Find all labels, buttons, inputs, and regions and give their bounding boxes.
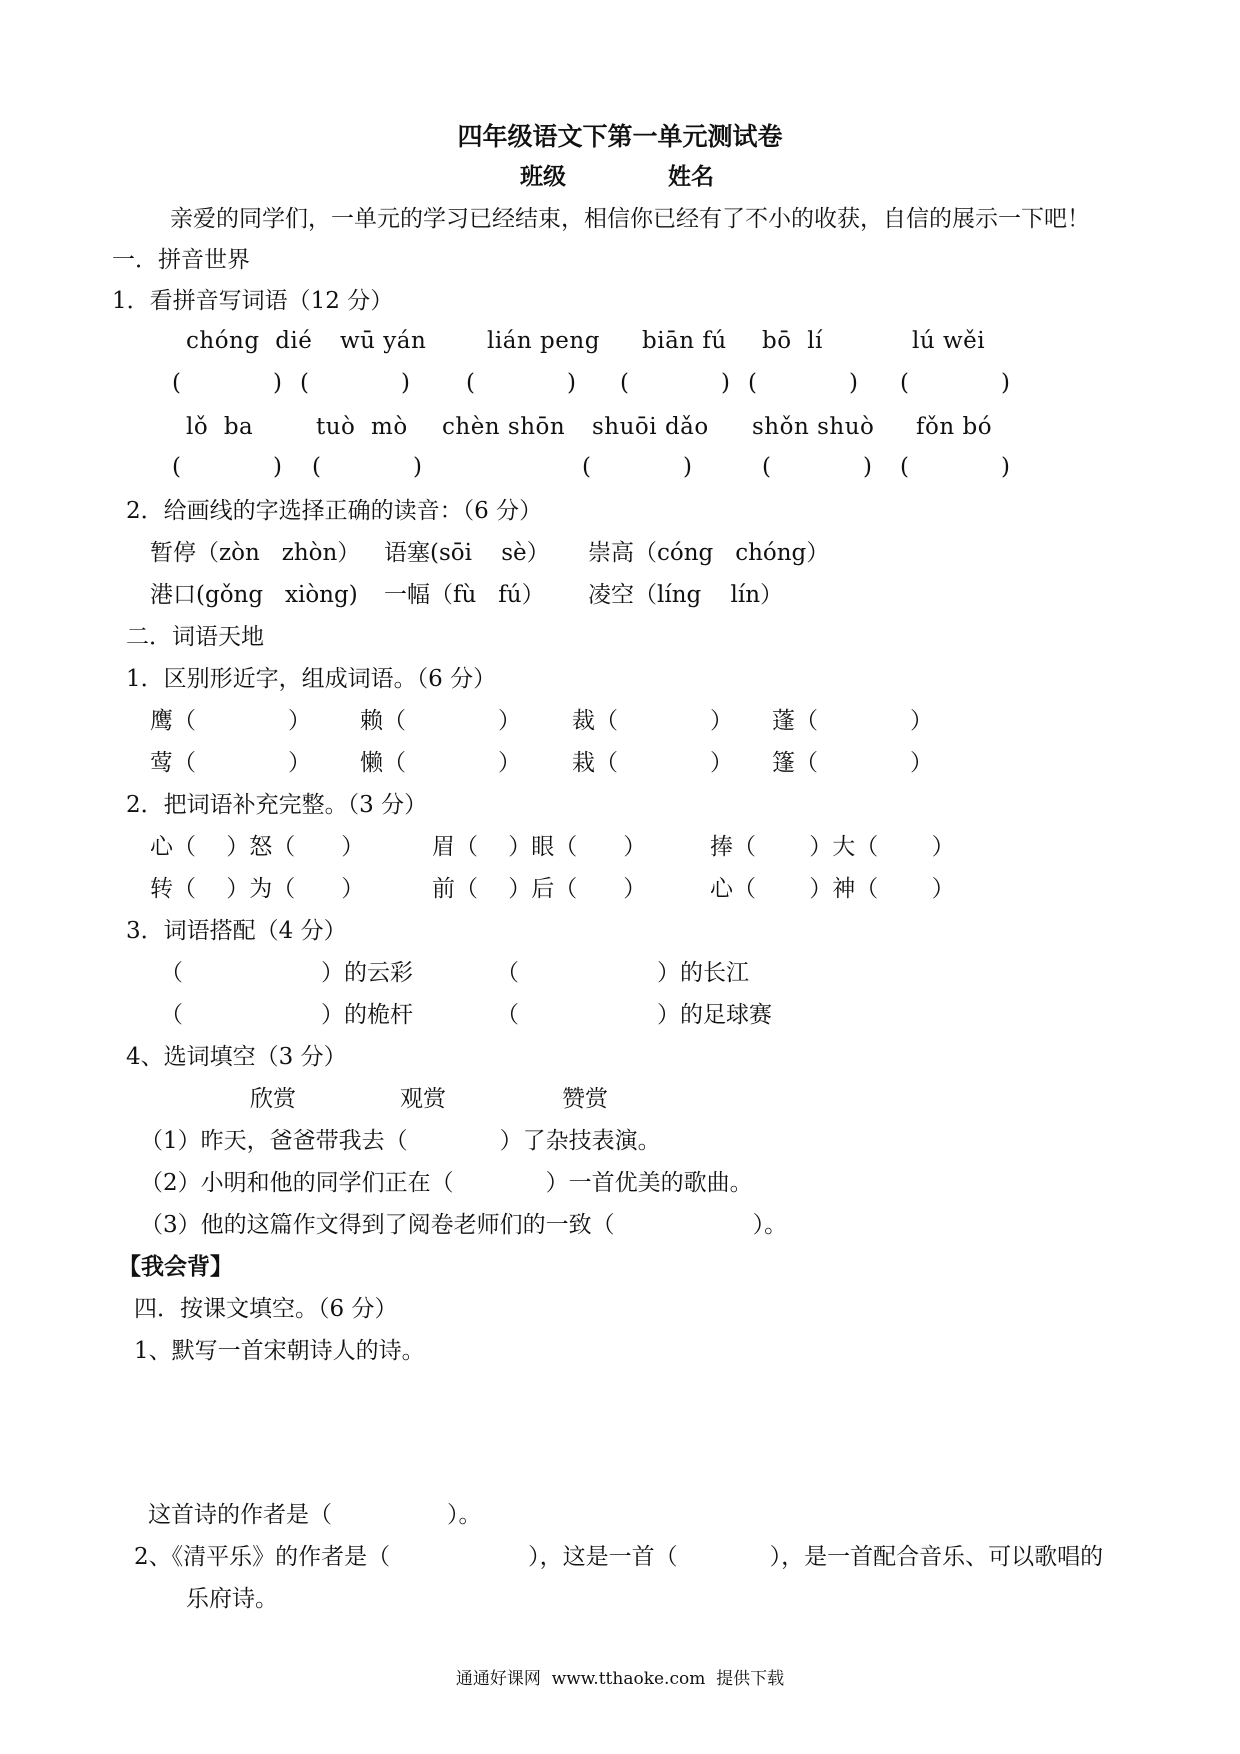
reading-choice[interactable]: 凌空（líng lín） bbox=[588, 582, 784, 608]
fill-sentence[interactable]: 2、《清平乐》的作者是（ ），这是一首（ ），是一首配合音乐、可以歌唱的 bbox=[134, 1544, 1104, 1570]
class-label: 班级 bbox=[520, 163, 566, 190]
fill-item[interactable]: 蓬（ ） bbox=[772, 708, 933, 734]
fill-item[interactable]: 眉（ ）眼（ ） bbox=[432, 834, 647, 860]
fill-item[interactable]: 鹰（ ） bbox=[150, 708, 311, 734]
fill-item[interactable]: （ ）的云彩 bbox=[160, 960, 413, 986]
fill-item[interactable]: （ ）的桅杆 bbox=[160, 1002, 413, 1028]
fill-item[interactable]: 前（ ）后（ ） bbox=[432, 876, 647, 902]
question-title: 4、选词填空（3 分） bbox=[126, 1044, 347, 1070]
fill-item[interactable]: 心（ ）神（ ） bbox=[710, 876, 955, 902]
fill-item[interactable]: （ ）的足球赛 bbox=[496, 1002, 772, 1028]
name-label: 姓名 bbox=[668, 163, 714, 190]
section-heading-words: 二．词语天地 bbox=[126, 624, 264, 650]
recite-label: 【我会背】 bbox=[118, 1253, 233, 1280]
pinyin-item: shuōi dǎo bbox=[592, 414, 709, 440]
answer-blank[interactable]: ( ) bbox=[172, 370, 282, 396]
question-title: 1．区别形近字，组成词语。（6 分） bbox=[126, 666, 497, 692]
pinyin-item: wū yán bbox=[340, 328, 427, 354]
word-option: 观赏 bbox=[400, 1086, 446, 1112]
fill-item[interactable]: （ ）的长江 bbox=[496, 960, 749, 986]
fill-sentence[interactable]: （2）小明和他的同学们正在（ ）一首优美的歌曲。 bbox=[140, 1170, 753, 1196]
answer-blank[interactable]: ( ) bbox=[620, 370, 730, 396]
fill-sentence-continued: 乐府诗。 bbox=[186, 1586, 278, 1612]
pinyin-item: chèn shōn bbox=[442, 414, 566, 440]
fill-item[interactable]: 转（ ）为（ ） bbox=[150, 876, 365, 902]
answer-blank[interactable]: ( ) bbox=[466, 370, 576, 396]
fill-sentence[interactable]: （1）昨天，爸爸带我去（ ）了杂技表演。 bbox=[140, 1128, 661, 1154]
answer-blank[interactable]: ( ) bbox=[900, 454, 1010, 480]
question-title: 2．给画线的字选择正确的读音：（6 分） bbox=[126, 498, 543, 524]
answer-blank[interactable]: ( ) bbox=[748, 370, 858, 396]
answer-blank[interactable]: ( ) bbox=[762, 454, 872, 480]
fill-item[interactable]: 捧（ ）大（ ） bbox=[710, 834, 955, 860]
reading-choice[interactable]: 暂停（zòn zhòn） bbox=[150, 540, 361, 566]
answer-blank[interactable]: ( ) bbox=[312, 454, 422, 480]
footer-source: 通通好课网 www.tthaoke.com 提供下载 bbox=[455, 1669, 785, 1689]
reading-choice[interactable]: 语塞(sōi sè） bbox=[384, 540, 550, 566]
fill-item[interactable]: 栽（ ） bbox=[572, 750, 733, 776]
intro-text: 亲爱的同学们，一单元的学习已经结束，相信你已经有了不小的收获，自信的展示一下吧！ bbox=[170, 206, 1090, 232]
pinyin-item: fǒn bó bbox=[916, 414, 993, 440]
question-title: 3．词语搭配（4 分） bbox=[126, 918, 347, 944]
answer-blank[interactable]: ( ) bbox=[582, 454, 692, 480]
answer-blank[interactable]: ( ) bbox=[900, 370, 1010, 396]
fill-item[interactable]: 赖（ ） bbox=[360, 708, 521, 734]
fill-item[interactable]: 懒（ ） bbox=[360, 750, 521, 776]
pinyin-item: biān fú bbox=[642, 328, 727, 354]
answer-blank[interactable]: ( ) bbox=[172, 454, 282, 480]
page-title: 四年级语文下第一单元测试卷 bbox=[457, 122, 783, 151]
section-heading-recite: 四．按课文填空。（6 分） bbox=[134, 1296, 398, 1322]
question-title: 1、默写一首宋朝诗人的诗。 bbox=[134, 1338, 425, 1364]
pinyin-item: lián peng bbox=[487, 328, 600, 354]
reading-choice[interactable]: 崇高（cóng chóng） bbox=[588, 540, 830, 566]
question-title: 1．看拼音写词语（12 分） bbox=[112, 288, 394, 314]
word-option: 欣赏 bbox=[250, 1086, 296, 1112]
word-option: 赞赏 bbox=[562, 1086, 608, 1112]
section-heading-pinyin: 一．拼音世界 bbox=[112, 247, 250, 273]
fill-sentence[interactable]: （3）他的这篇作文得到了阅卷老师们的一致（ ）。 bbox=[140, 1212, 788, 1238]
answer-blank[interactable]: ( ) bbox=[300, 370, 410, 396]
fill-item[interactable]: 裁（ ） bbox=[572, 708, 733, 734]
pinyin-item: tuò mò bbox=[316, 414, 408, 440]
fill-item[interactable]: 篷（ ） bbox=[772, 750, 933, 776]
question-title: 2．把词语补充完整。（3 分） bbox=[126, 792, 428, 818]
pinyin-item: bō lí bbox=[762, 328, 823, 354]
fill-item[interactable]: 莺（ ） bbox=[150, 750, 311, 776]
pinyin-item: lú wěi bbox=[912, 328, 986, 354]
pinyin-item: chóng dié bbox=[186, 328, 313, 354]
pinyin-item: shǒn shuò bbox=[752, 414, 875, 440]
fill-sentence[interactable]: 这首诗的作者是（ ）。 bbox=[148, 1502, 482, 1528]
fill-item[interactable]: 心（ ）怒（ ） bbox=[150, 834, 365, 860]
pinyin-item: lǒ ba bbox=[186, 414, 254, 440]
reading-choice[interactable]: 一幅（fù fú） bbox=[384, 582, 545, 608]
reading-choice[interactable]: 港口(gǒng xiòng) bbox=[150, 582, 358, 608]
